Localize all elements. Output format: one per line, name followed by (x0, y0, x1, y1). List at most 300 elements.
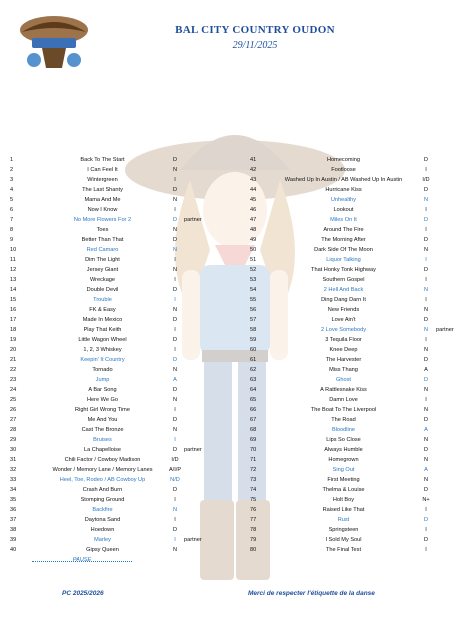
dance-row (10, 525, 230, 535)
dance-row (10, 315, 230, 325)
dance-number: 50 (250, 247, 257, 253)
dance-row (250, 215, 468, 225)
dance-name: Holt Boy (332, 497, 355, 503)
dance-list-right (250, 155, 468, 555)
dance-number: 43 (250, 177, 257, 183)
dance-row (250, 435, 468, 445)
dance-name: Ding Dang Darn It (321, 297, 366, 303)
dance-level: D (172, 487, 178, 493)
dance-level: N (423, 387, 429, 393)
dance-name: Toes (96, 227, 109, 233)
dance-number: 61 (250, 357, 257, 363)
dance-number: 54 (250, 287, 257, 293)
dance-row (10, 395, 230, 405)
dance-level: D (172, 447, 178, 453)
dance-row (250, 275, 468, 285)
dance-row (250, 395, 468, 405)
dance-number: 2 (10, 167, 14, 173)
dance-number: 41 (250, 157, 257, 163)
dance-level: I (174, 257, 176, 263)
dance-level: I (174, 497, 176, 503)
dance-name: I Can Feel It (87, 167, 118, 173)
dance-name: Red Camaro (86, 247, 119, 253)
dance-name: Better Than That (81, 237, 124, 243)
dance-number: 60 (250, 347, 257, 353)
dance-name: Always Humble (324, 447, 363, 453)
dance-number: 11 (10, 257, 16, 263)
dance-number: 34 (10, 487, 17, 493)
dance-name: Gipsy Queen (86, 547, 119, 553)
dance-name: Right Girl Wrong Time (75, 407, 130, 413)
dance-level: I (425, 207, 427, 213)
dance-number: 27 (10, 417, 17, 423)
dance-number: 56 (250, 307, 257, 313)
dance-number: 25 (10, 397, 17, 403)
dance-name: Hoedown (90, 527, 115, 533)
dance-level: I (174, 347, 176, 353)
dance-level: I (425, 547, 427, 553)
dance-row (250, 545, 468, 555)
dance-name: Footloose (331, 167, 356, 173)
dance-name: Play That Keith (83, 327, 122, 333)
dance-level: I (425, 527, 427, 533)
dance-row (10, 225, 230, 235)
dance-row (250, 315, 468, 325)
season-label: PC 2025/2026 (62, 590, 104, 597)
dance-level: D (423, 217, 429, 223)
dance-name: Chili Factor / Cowboy Madison (64, 457, 141, 463)
dance-row (10, 175, 230, 185)
dance-row (10, 165, 230, 175)
dance-name: Sing Out (332, 467, 355, 473)
dance-name: First Meeting (327, 477, 360, 483)
dance-number: 77 (250, 517, 257, 523)
dance-name: A Rattlesnake Kiss (320, 387, 367, 393)
dance-level: N (423, 247, 429, 253)
dance-name: Made In Mexico (82, 317, 123, 323)
dance-name: New Friends (327, 307, 360, 313)
dance-number: 31 (10, 457, 17, 463)
dance-level: I/D (171, 457, 179, 463)
dance-level: D (172, 387, 178, 393)
dance-number: 66 (250, 407, 257, 413)
dance-name: The Last Shanty (82, 187, 123, 193)
dance-number: 57 (250, 317, 257, 323)
dance-level: N (423, 197, 429, 203)
dance-name: Bloodline (331, 427, 355, 433)
dance-number: 22 (10, 367, 17, 373)
dance-number: 73 (250, 477, 257, 483)
dance-level: I (174, 277, 176, 283)
dance-level: A (424, 467, 428, 473)
dance-level: N (423, 477, 429, 483)
dance-level: I (174, 537, 176, 543)
dance-number: 3 (10, 177, 14, 183)
dance-level: I (174, 437, 176, 443)
dance-name: The Harvester (325, 357, 362, 363)
dance-level: I (174, 177, 176, 183)
dance-name: Damn Love (329, 397, 358, 403)
dance-level: N (423, 287, 429, 293)
dance-name: Washed Up In Austin / AB Washed Up In Austin (284, 177, 403, 183)
dance-row (10, 275, 230, 285)
dance-level: D (423, 237, 429, 243)
dance-number: 32 (10, 467, 17, 473)
dance-name: Double Devil (86, 287, 119, 293)
dance-level: D (172, 317, 178, 323)
dance-level: D (172, 237, 178, 243)
dance-number: 20 (10, 347, 17, 353)
dance-name: Crash And Burn (82, 487, 123, 493)
dance-row (250, 535, 468, 545)
dance-number: 8 (10, 227, 14, 233)
dance-name: Jump (95, 377, 110, 383)
dance-number: 5 (10, 197, 14, 203)
dance-name: Trouble (93, 297, 112, 303)
dance-row (250, 305, 468, 315)
dance-level: N (172, 397, 178, 403)
dance-level: I/D (422, 177, 430, 183)
dance-name: Dim The Light (85, 257, 120, 263)
dance-number: 33 (10, 477, 17, 483)
dance-note: partner (184, 447, 202, 453)
dance-level: N (172, 367, 178, 373)
dance-name: Little Wagon Wheel (78, 337, 127, 343)
etiquette-notice: Merci de respecter l'étiquette de la danse (248, 590, 375, 597)
dance-level: I (425, 297, 427, 303)
dance-row (250, 365, 468, 375)
dance-row (250, 185, 468, 195)
dance-level: D (423, 377, 429, 383)
dance-name: 3 Tequila Floor (325, 337, 362, 343)
dance-number: 16 (10, 307, 17, 313)
dance-name: Miss Thang (329, 367, 358, 373)
dance-name: Stomping Ground (80, 497, 125, 503)
dance-name: 1, 2, 3 Whiskey (83, 347, 122, 353)
dance-row (10, 235, 230, 245)
dance-number: 76 (250, 507, 257, 513)
dance-row (10, 365, 230, 375)
dance-level: D (172, 187, 178, 193)
dance-row (10, 335, 230, 345)
dance-number: 67 (250, 417, 257, 423)
dance-level: D (423, 157, 429, 163)
dance-number: 44 (250, 187, 257, 193)
dance-number: 49 (250, 237, 257, 243)
page-title: BAL CITY COUNTRY OUDON (175, 24, 335, 36)
dance-number: 26 (10, 407, 17, 413)
dance-row (250, 245, 468, 255)
dance-number: 15 (10, 297, 17, 303)
dance-row (250, 265, 468, 275)
dance-row (10, 155, 230, 165)
dance-level: I (425, 227, 427, 233)
dance-row (250, 465, 468, 475)
dance-level: D (172, 217, 178, 223)
dance-name: Ghost (336, 377, 351, 383)
dance-number: 9 (10, 237, 14, 243)
dance-number: 35 (10, 497, 17, 503)
dance-name: Here We Go (87, 397, 118, 403)
dance-number: 80 (250, 547, 257, 553)
dance-number: 21 (10, 357, 17, 363)
dance-row (10, 535, 230, 545)
dance-number: 23 (10, 377, 17, 383)
dance-level: N (172, 267, 178, 273)
dance-number: 69 (250, 437, 257, 443)
dance-name: A Bar Song (88, 387, 117, 393)
dance-row (10, 465, 230, 475)
dance-row (10, 375, 230, 385)
dance-name: 2 Love Somebody (320, 327, 367, 333)
dance-name: Bruises (93, 437, 112, 443)
dance-number: 29 (10, 437, 17, 443)
dance-row (10, 495, 230, 505)
dance-row (250, 355, 468, 365)
dance-row (10, 345, 230, 355)
dance-name: Marley (94, 537, 111, 543)
dance-row (250, 415, 468, 425)
dance-number: 39 (10, 537, 17, 543)
dance-level: I (425, 257, 427, 263)
dance-name: Hurricane Kiss (325, 187, 362, 193)
dance-level: D (172, 287, 178, 293)
dance-name: Mama And Me (84, 197, 121, 203)
dance-row (10, 425, 230, 435)
dance-level: N (423, 407, 429, 413)
dance-number: 65 (250, 397, 257, 403)
dance-row (250, 195, 468, 205)
event-date: 29/11/2025 (232, 40, 278, 51)
dance-number: 30 (10, 447, 17, 453)
dance-level: D (172, 527, 178, 533)
dance-number: 40 (10, 547, 17, 553)
dance-level: A (173, 377, 177, 383)
dance-number: 4 (10, 187, 14, 193)
dance-level: I (174, 327, 176, 333)
dance-name: 2 Hell And Back (323, 287, 364, 293)
dance-number: 59 (250, 337, 257, 343)
dance-level: D (172, 337, 178, 343)
dance-number: 72 (250, 467, 257, 473)
dance-name: Jersey Giant (86, 267, 119, 273)
dance-name: La Chapelloise (83, 447, 121, 453)
dance-name: Lips So Close (326, 437, 361, 443)
dance-row (10, 435, 230, 445)
dance-name: Springsteen (328, 527, 359, 533)
dance-level: D (172, 357, 178, 363)
dance-number: 10 (10, 247, 17, 253)
dance-number: 58 (250, 327, 257, 333)
dance-row (10, 475, 230, 485)
dance-row (10, 245, 230, 255)
dance-row (250, 485, 468, 495)
pause-label: PAUSE (72, 557, 92, 563)
dance-level: N (172, 227, 178, 233)
dance-number: 64 (250, 387, 257, 393)
dance-level: N (172, 427, 178, 433)
dance-number: 42 (250, 167, 257, 173)
dance-level: D (423, 317, 429, 323)
dance-level: N (423, 437, 429, 443)
dance-row (10, 195, 230, 205)
dance-level: N (172, 247, 178, 253)
dance-level: A (424, 367, 428, 373)
dance-row (10, 445, 230, 455)
dance-number: 75 (250, 497, 257, 503)
dance-level: I (425, 277, 427, 283)
dance-name: Wreckage (89, 277, 116, 283)
dance-row (250, 475, 468, 485)
dance-note: partner (184, 217, 202, 223)
dance-name: Me And You (87, 417, 118, 423)
dance-name: Rust (337, 517, 350, 523)
dance-level: N (172, 547, 178, 553)
dance-row (250, 425, 468, 435)
dance-level: N (423, 327, 429, 333)
dance-row (250, 165, 468, 175)
dance-row (250, 445, 468, 455)
dance-name: Backfire (92, 507, 113, 513)
dance-row (250, 505, 468, 515)
dance-number: 38 (10, 527, 17, 533)
dance-row (250, 385, 468, 395)
dance-name: Wonder / Memory Lane / Memory Lanes (52, 467, 153, 473)
dance-row (10, 515, 230, 525)
dance-level: I (174, 297, 176, 303)
dance-number: 24 (10, 387, 17, 393)
dance-row (250, 155, 468, 165)
dance-level: I (174, 407, 176, 413)
dance-number: 74 (250, 487, 257, 493)
dance-level: N/D (170, 477, 180, 483)
dance-name: Lookout (333, 207, 354, 213)
dance-row (10, 415, 230, 425)
dance-row (250, 235, 468, 245)
dance-name: Tornado (92, 367, 113, 373)
dance-name: The Boat To The Liverpool (310, 407, 377, 413)
dance-row (250, 285, 468, 295)
dance-row (250, 525, 468, 535)
dance-number: 62 (250, 367, 257, 373)
dance-name: Miles On It (330, 217, 357, 223)
dance-number: 18 (10, 327, 17, 333)
dance-name: Keepin' It Country (80, 357, 125, 363)
dance-name: Back To The Start (80, 157, 125, 163)
dance-level: D (423, 447, 429, 453)
dance-number: 19 (10, 337, 17, 343)
dance-row (10, 185, 230, 195)
dance-row (250, 405, 468, 415)
dance-level: D (423, 267, 429, 273)
dance-level: N (172, 197, 178, 203)
dance-name: Homecoming (327, 157, 360, 163)
dance-row (10, 485, 230, 495)
dance-row (250, 495, 468, 505)
dance-number: 1 (10, 157, 14, 163)
dance-level: D (172, 417, 178, 423)
dance-row (250, 225, 468, 235)
dance-number: 7 (10, 217, 14, 223)
dance-level: N (423, 347, 429, 353)
dance-name: Dark Side Of The Moon (314, 247, 373, 253)
dance-number: 46 (250, 207, 257, 213)
dance-note: partner (436, 327, 454, 333)
dance-level: N (172, 167, 178, 173)
dance-number: 68 (250, 427, 257, 433)
dance-row (10, 305, 230, 315)
dance-row (10, 505, 230, 515)
dance-name: I Sold My Soul (325, 537, 362, 543)
dance-name: Daytona Sand (84, 517, 121, 523)
dance-name: Around The Fire (323, 227, 364, 233)
dance-name: Thelma & Louise (322, 487, 365, 493)
dance-name: That Honky Tonk Highway (311, 267, 376, 273)
dance-name: Love Ain't (331, 317, 356, 323)
dance-name: Unhealthy (330, 197, 357, 203)
dance-number: 17 (10, 317, 17, 323)
dance-row (10, 205, 230, 215)
dance-row (250, 205, 468, 215)
dance-level: N (423, 457, 429, 463)
dance-level: D (423, 357, 429, 363)
dance-name: Liquor Talking (326, 257, 361, 263)
dance-level: D (423, 417, 429, 423)
dance-note: partner (184, 537, 202, 543)
dance-number: 6 (10, 207, 14, 213)
dance-level: I (425, 397, 427, 403)
dance-name: Raised Like That (322, 507, 365, 513)
dance-name: Wintergreen (87, 177, 118, 183)
dance-row (10, 265, 230, 275)
dance-name: The Final Test (325, 547, 362, 553)
dance-name: The Morning After (321, 237, 366, 243)
dance-row (250, 345, 468, 355)
dance-number: 53 (250, 277, 257, 283)
dance-name: Now I Know (87, 207, 118, 213)
dance-row (10, 215, 230, 225)
dance-level: D (172, 157, 178, 163)
dance-level: D (423, 187, 429, 193)
dance-row (10, 255, 230, 265)
dance-number: 55 (250, 297, 257, 303)
dance-row (10, 355, 230, 365)
dance-level: A (424, 427, 428, 433)
dance-name: The Road (331, 417, 356, 423)
dance-number: 12 (10, 267, 17, 273)
dance-number: 70 (250, 447, 257, 453)
dance-row (250, 455, 468, 465)
dance-name: FK & Easy (89, 307, 116, 313)
dance-name: Knee Deep (329, 347, 358, 353)
dance-number: 79 (250, 537, 257, 543)
dance-number: 47 (250, 217, 257, 223)
dance-row (10, 295, 230, 305)
dance-row (250, 515, 468, 525)
dance-row (10, 325, 230, 335)
dance-number: 71 (250, 457, 257, 463)
dance-row (10, 545, 230, 555)
dance-number: 14 (10, 287, 17, 293)
dance-row (250, 255, 468, 265)
dance-row (10, 455, 230, 465)
dance-row (10, 385, 230, 395)
dance-number: 63 (250, 377, 257, 383)
dance-level: I (425, 167, 427, 173)
dance-list-left (10, 155, 230, 555)
dance-row (10, 405, 230, 415)
dance-name: Heel, Toe, Rodeo / AB Cowboy Up (59, 477, 146, 483)
